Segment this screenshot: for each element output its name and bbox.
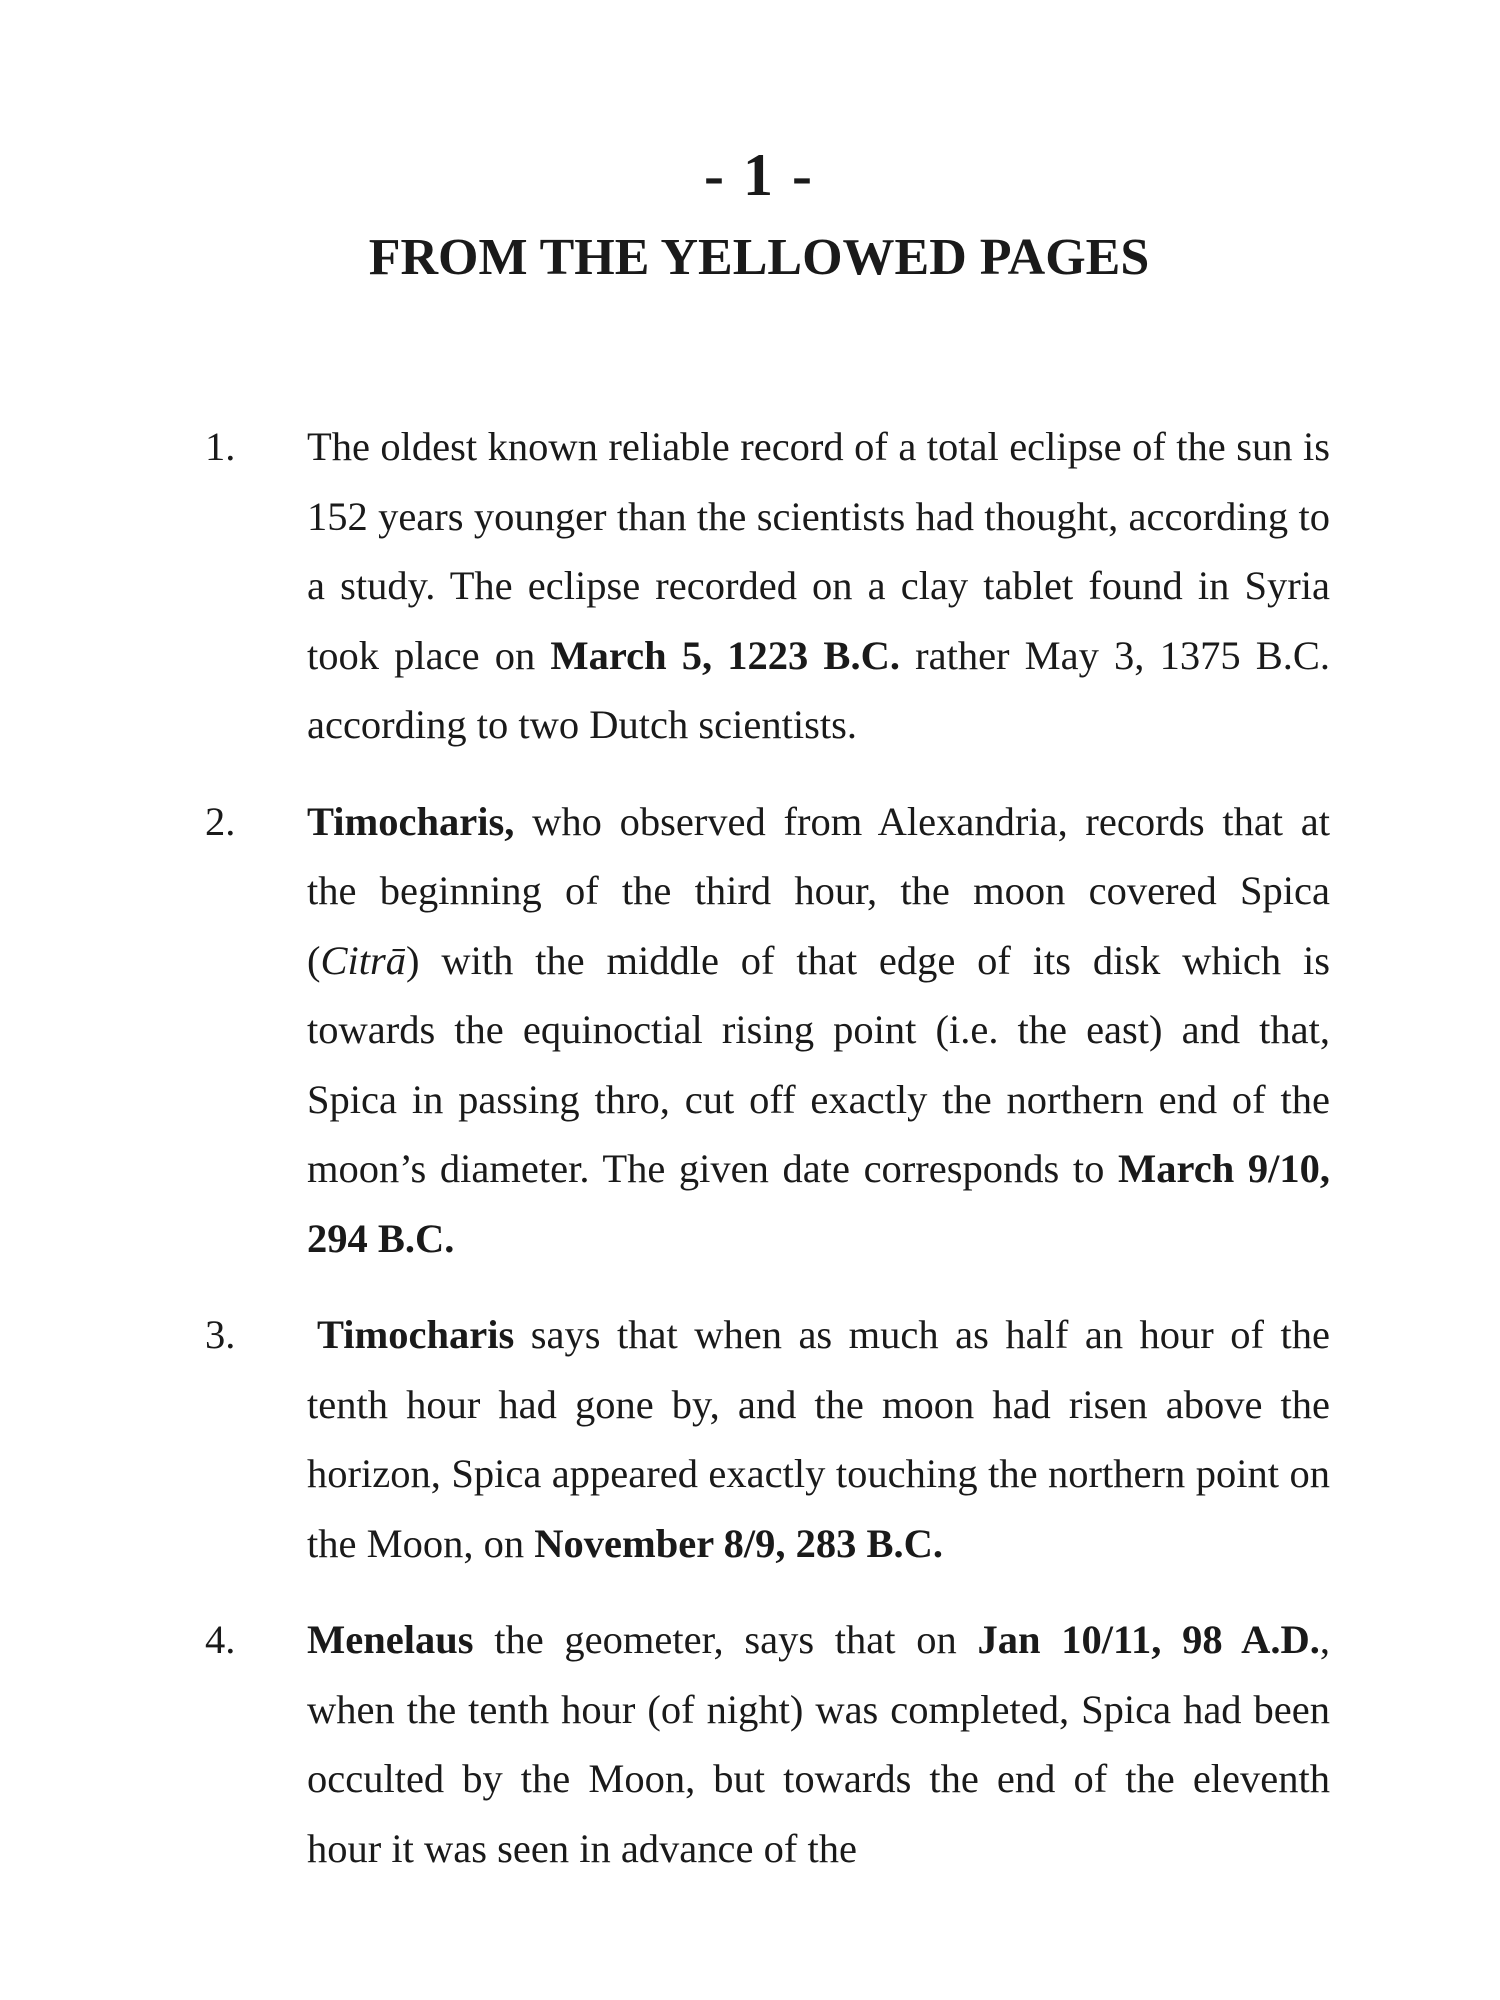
entry-name-highlight: Timocharis [317, 1312, 515, 1357]
entry-name-highlight: Timocharis, [307, 798, 515, 844]
entry-text [307, 1605, 1330, 1883]
entry-2 [205, 787, 1330, 1274]
entry-date-highlight: March 5, 1223 B.C. [550, 632, 900, 678]
entry-italic-term: Citrā [320, 937, 407, 983]
entry-text-segment: says that when as much as half an hour of the tenth hour had gone by, and the moon had risen above the horizon, Spica appeared exactly touching the northern point on the Moon, on [307, 1312, 1330, 1566]
entry-text-segment: who observed from Alexandria, records that at the beginning of the third hour, the moon covered Spica ( [307, 798, 1330, 983]
entry-1 [205, 412, 1330, 760]
entry-4 [205, 1605, 1330, 1883]
entry-list [205, 412, 1330, 1910]
entry-text-segment: rather May 3, 1375 B.C. according to two Dutch scientists. [307, 632, 1331, 747]
entry-text [307, 787, 1330, 1274]
entry-text-segment: ) with the middle of that edge of its disk which is towards the equinoctial rising point (i.e. the east) and that, Spica in passing thro, cut off exactly the northern end of the moon’s diameter. The given date corresponds to [307, 937, 1330, 1191]
entry-number: 4. [205, 1617, 236, 1662]
chapter-title: FROM THE YELLOWED PAGES [368, 229, 1150, 286]
entry-number: 3. [205, 1312, 236, 1357]
entry-date-highlight: Jan 10/11, 98 A.D. [977, 1617, 1320, 1662]
entry-3 [205, 1300, 1330, 1578]
chapter-number: - 1 - [704, 142, 814, 208]
entry-text [307, 1300, 1330, 1578]
entry-text [307, 412, 1330, 760]
entry-date-highlight: March 9/10, 294 B.C. [307, 1146, 1330, 1261]
entry-number: 2. [205, 798, 236, 844]
entry-text-segment: , when the tenth hour (of night) was completed, Spica had been occulted by the Moon, but towards the end of the eleventh hour it was seen in advance of the [307, 1617, 1330, 1871]
entry-date-highlight: November 8/9, 283 B.C. [534, 1520, 943, 1566]
entry-name-highlight: Menelaus [307, 1617, 474, 1662]
entry-text-segment: The oldest known reliable record of a total eclipse of the sun is 152 years younger than the scientists had thought, according to a study. The eclipse recorded on a clay tablet found in Syria took place on [307, 424, 1330, 678]
entry-number: 1. [205, 424, 236, 469]
entry-text-segment: the geometer, says that on [473, 1617, 978, 1662]
